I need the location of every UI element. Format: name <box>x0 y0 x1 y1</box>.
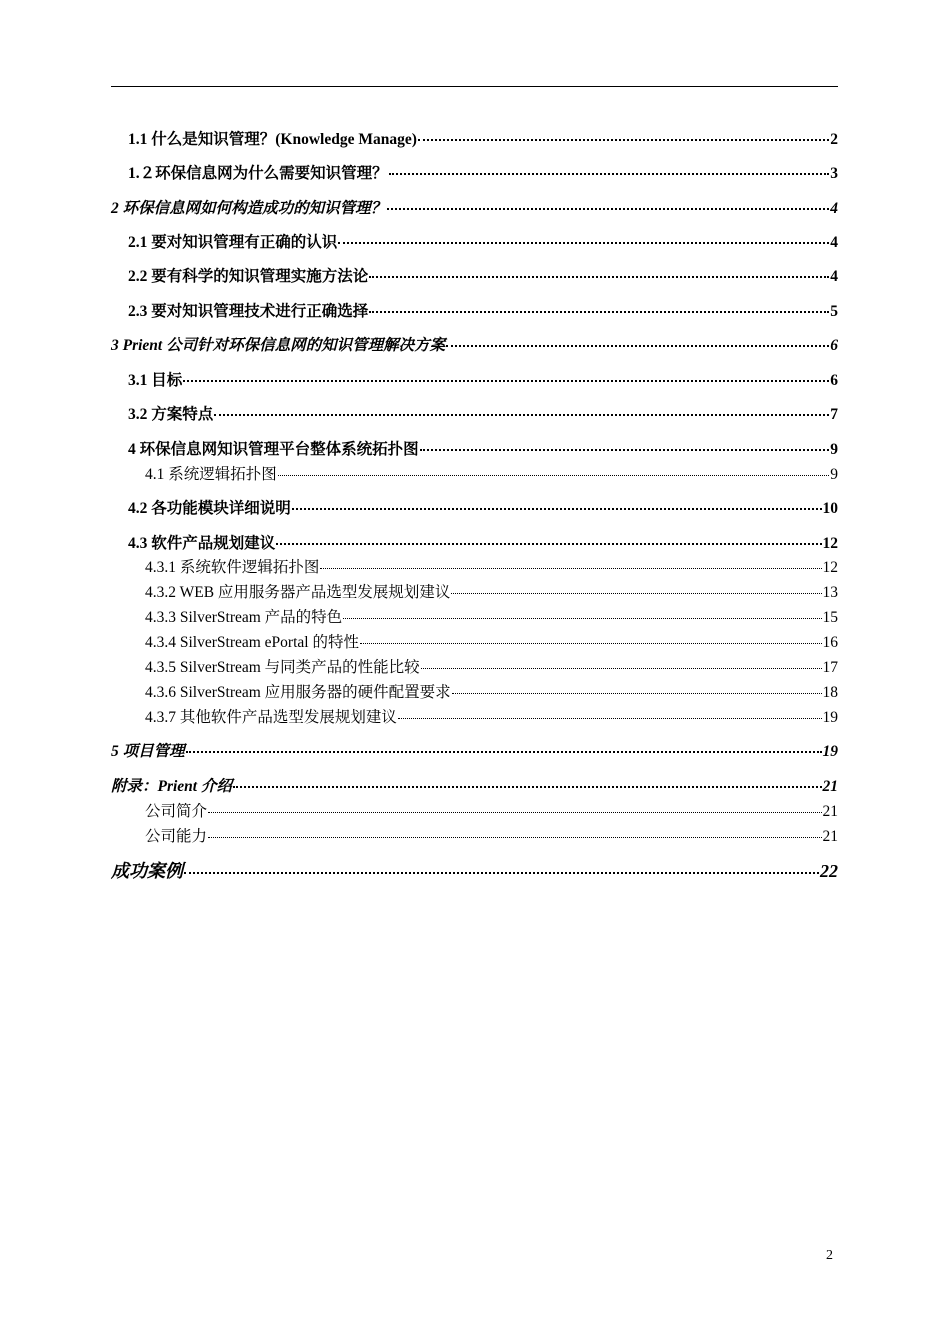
toc-leader-dots <box>338 242 829 244</box>
header-rule <box>111 86 838 87</box>
toc-entry[interactable] <box>128 127 838 149</box>
toc-leader-dots <box>186 751 822 753</box>
toc-entry[interactable] <box>128 496 838 518</box>
toc-entry-text: 2.2 要有科学的知识管理实施方法论 <box>128 268 369 285</box>
toc-entry[interactable] <box>145 605 838 627</box>
toc-entry-page: 21 <box>822 828 838 845</box>
toc-entry[interactable] <box>145 630 838 652</box>
toc-entry-page: 9 <box>830 441 838 458</box>
toc-leader-dots <box>233 786 822 788</box>
toc-entry-page: 3 <box>830 165 838 182</box>
toc-entry[interactable] <box>145 824 838 846</box>
toc-leader-dots <box>369 311 829 313</box>
toc-entry[interactable] <box>128 437 838 459</box>
toc-entry-text: 3 Prient 公司针对环保信息网的知识管理解决方案 <box>111 337 446 354</box>
toc-entry[interactable] <box>128 161 838 183</box>
toc-entry-text: 2.3 要对知识管理技术进行正确选择 <box>128 303 369 320</box>
toc-entry-text: 4.3.4 SilverStream ePortal 的特性 <box>145 634 359 651</box>
toc-leader-dots <box>418 139 829 141</box>
toc-entry[interactable] <box>111 739 838 761</box>
toc-entry-text: 成功案例 <box>111 861 183 881</box>
toc-entry-text: 附录：Prient 介绍 <box>111 778 232 795</box>
toc-entry[interactable] <box>128 368 838 390</box>
toc-entry-text: 4.3.5 SilverStream 与同类产品的性能比较 <box>145 659 420 676</box>
toc-entry-page: 12 <box>822 559 838 576</box>
toc-entry-text: 4.3.7 其他软件产品选型发展规划建议 <box>145 709 397 726</box>
toc-entry[interactable] <box>128 299 838 321</box>
toc-leader-dots <box>421 668 822 669</box>
toc-entry-text: 4.3.1 系统软件逻辑拓扑图 <box>145 559 320 576</box>
toc-leader-dots <box>420 449 830 451</box>
toc-leader-dots <box>184 872 819 874</box>
toc-leader-dots <box>387 208 829 210</box>
toc-entry-text: 4.1 系统逻辑拓扑图 <box>145 466 277 483</box>
toc-entry-page: 12 <box>822 535 838 552</box>
toc-entry[interactable] <box>111 857 838 883</box>
toc-entry[interactable] <box>145 462 838 484</box>
toc-entry[interactable] <box>111 196 838 218</box>
toc-entry-page: 6 <box>830 372 838 389</box>
toc-entry[interactable] <box>128 230 838 252</box>
toc-entry-page: 18 <box>822 684 838 701</box>
toc-entry-page: 5 <box>830 303 838 320</box>
toc-leader-dots <box>320 568 821 569</box>
toc-entry-page: 21 <box>822 778 838 795</box>
toc-entry-text: 3.1 目标 <box>128 372 183 389</box>
toc-leader-dots <box>214 414 829 416</box>
toc-entry-page: 21 <box>822 803 838 820</box>
toc-entry-text: 4.3.3 SilverStream 产品的特色 <box>145 609 343 626</box>
toc-leader-dots <box>276 543 821 545</box>
page-number: 2 <box>826 1248 833 1263</box>
toc-leader-dots <box>208 812 821 813</box>
toc-entry-page: 10 <box>822 500 838 517</box>
toc-leader-dots <box>208 837 821 838</box>
toc-entry-text: 3.2 方案特点 <box>128 406 214 423</box>
toc-entry-text: 4.2 各功能模块详细说明 <box>128 500 291 517</box>
toc-entry-page: 4 <box>830 234 838 251</box>
toc-leader-dots <box>446 345 829 347</box>
toc-leader-dots <box>183 380 829 382</box>
toc-leader-dots <box>360 643 822 644</box>
toc-leader-dots <box>369 276 829 278</box>
toc-entry[interactable] <box>111 774 838 796</box>
toc-entry-text: 公司能力 <box>145 828 208 845</box>
toc-leader-dots <box>343 618 821 619</box>
toc-entry[interactable] <box>145 655 838 677</box>
toc-entry-page: 6 <box>830 337 838 354</box>
toc-leader-dots <box>292 508 822 510</box>
toc-entry-text: 2.1 要对知识管理有正确的认识 <box>128 234 338 251</box>
toc-leader-dots <box>398 718 822 719</box>
toc-entry-page: 22 <box>820 861 838 881</box>
toc-entry-text: 4.3.6 SilverStream 应用服务器的硬件配置要求 <box>145 684 451 701</box>
toc-entry-text: 4.3 软件产品规划建议 <box>128 535 276 552</box>
toc-entry[interactable] <box>128 531 838 553</box>
toc-entry-text: 4 环保信息网知识管理平台整体系统拓扑图 <box>128 441 419 458</box>
toc-entry[interactable] <box>128 402 838 424</box>
toc-leader-dots <box>451 593 821 594</box>
toc-entry-page: 4 <box>830 200 838 217</box>
toc-entry-text: 1.２环保信息网为什么需要知识管理？ <box>128 165 388 182</box>
toc-entry-page: 4 <box>830 268 838 285</box>
toc-entry-page: 16 <box>822 634 838 651</box>
toc-entry-page: 19 <box>822 743 838 760</box>
toc-entry-page: 9 <box>830 466 838 483</box>
toc-leader-dots <box>452 693 822 694</box>
toc-entry[interactable] <box>145 680 838 702</box>
toc-entry-text: 5 项目管理 <box>111 743 185 760</box>
toc-entry-text: 公司简介 <box>145 803 208 820</box>
toc-entry-text: 2 环保信息网如何构造成功的知识管理？ <box>111 200 387 217</box>
toc-entry[interactable] <box>145 705 838 727</box>
toc-entry-page: 15 <box>822 609 838 626</box>
toc-leader-dots <box>278 475 829 476</box>
toc-entry-page: 13 <box>822 584 838 601</box>
toc-entry-page: 19 <box>822 709 838 726</box>
toc-entry[interactable] <box>145 799 838 821</box>
toc-entry-page: 2 <box>830 131 838 148</box>
toc-entry-page: 17 <box>822 659 838 676</box>
toc-leader-dots <box>389 173 830 175</box>
toc-entry-text: 4.3.2 WEB 应用服务器产品选型发展规划建议 <box>145 584 451 601</box>
toc-entry-page: 7 <box>830 406 838 423</box>
toc-entry[interactable] <box>145 555 838 577</box>
toc-entry[interactable] <box>145 580 838 602</box>
toc-entry[interactable] <box>128 264 838 286</box>
toc-entry-text: 1.1 什么是知识管理？(Knowledge Manage) <box>128 131 417 148</box>
toc-entry[interactable] <box>111 333 838 355</box>
